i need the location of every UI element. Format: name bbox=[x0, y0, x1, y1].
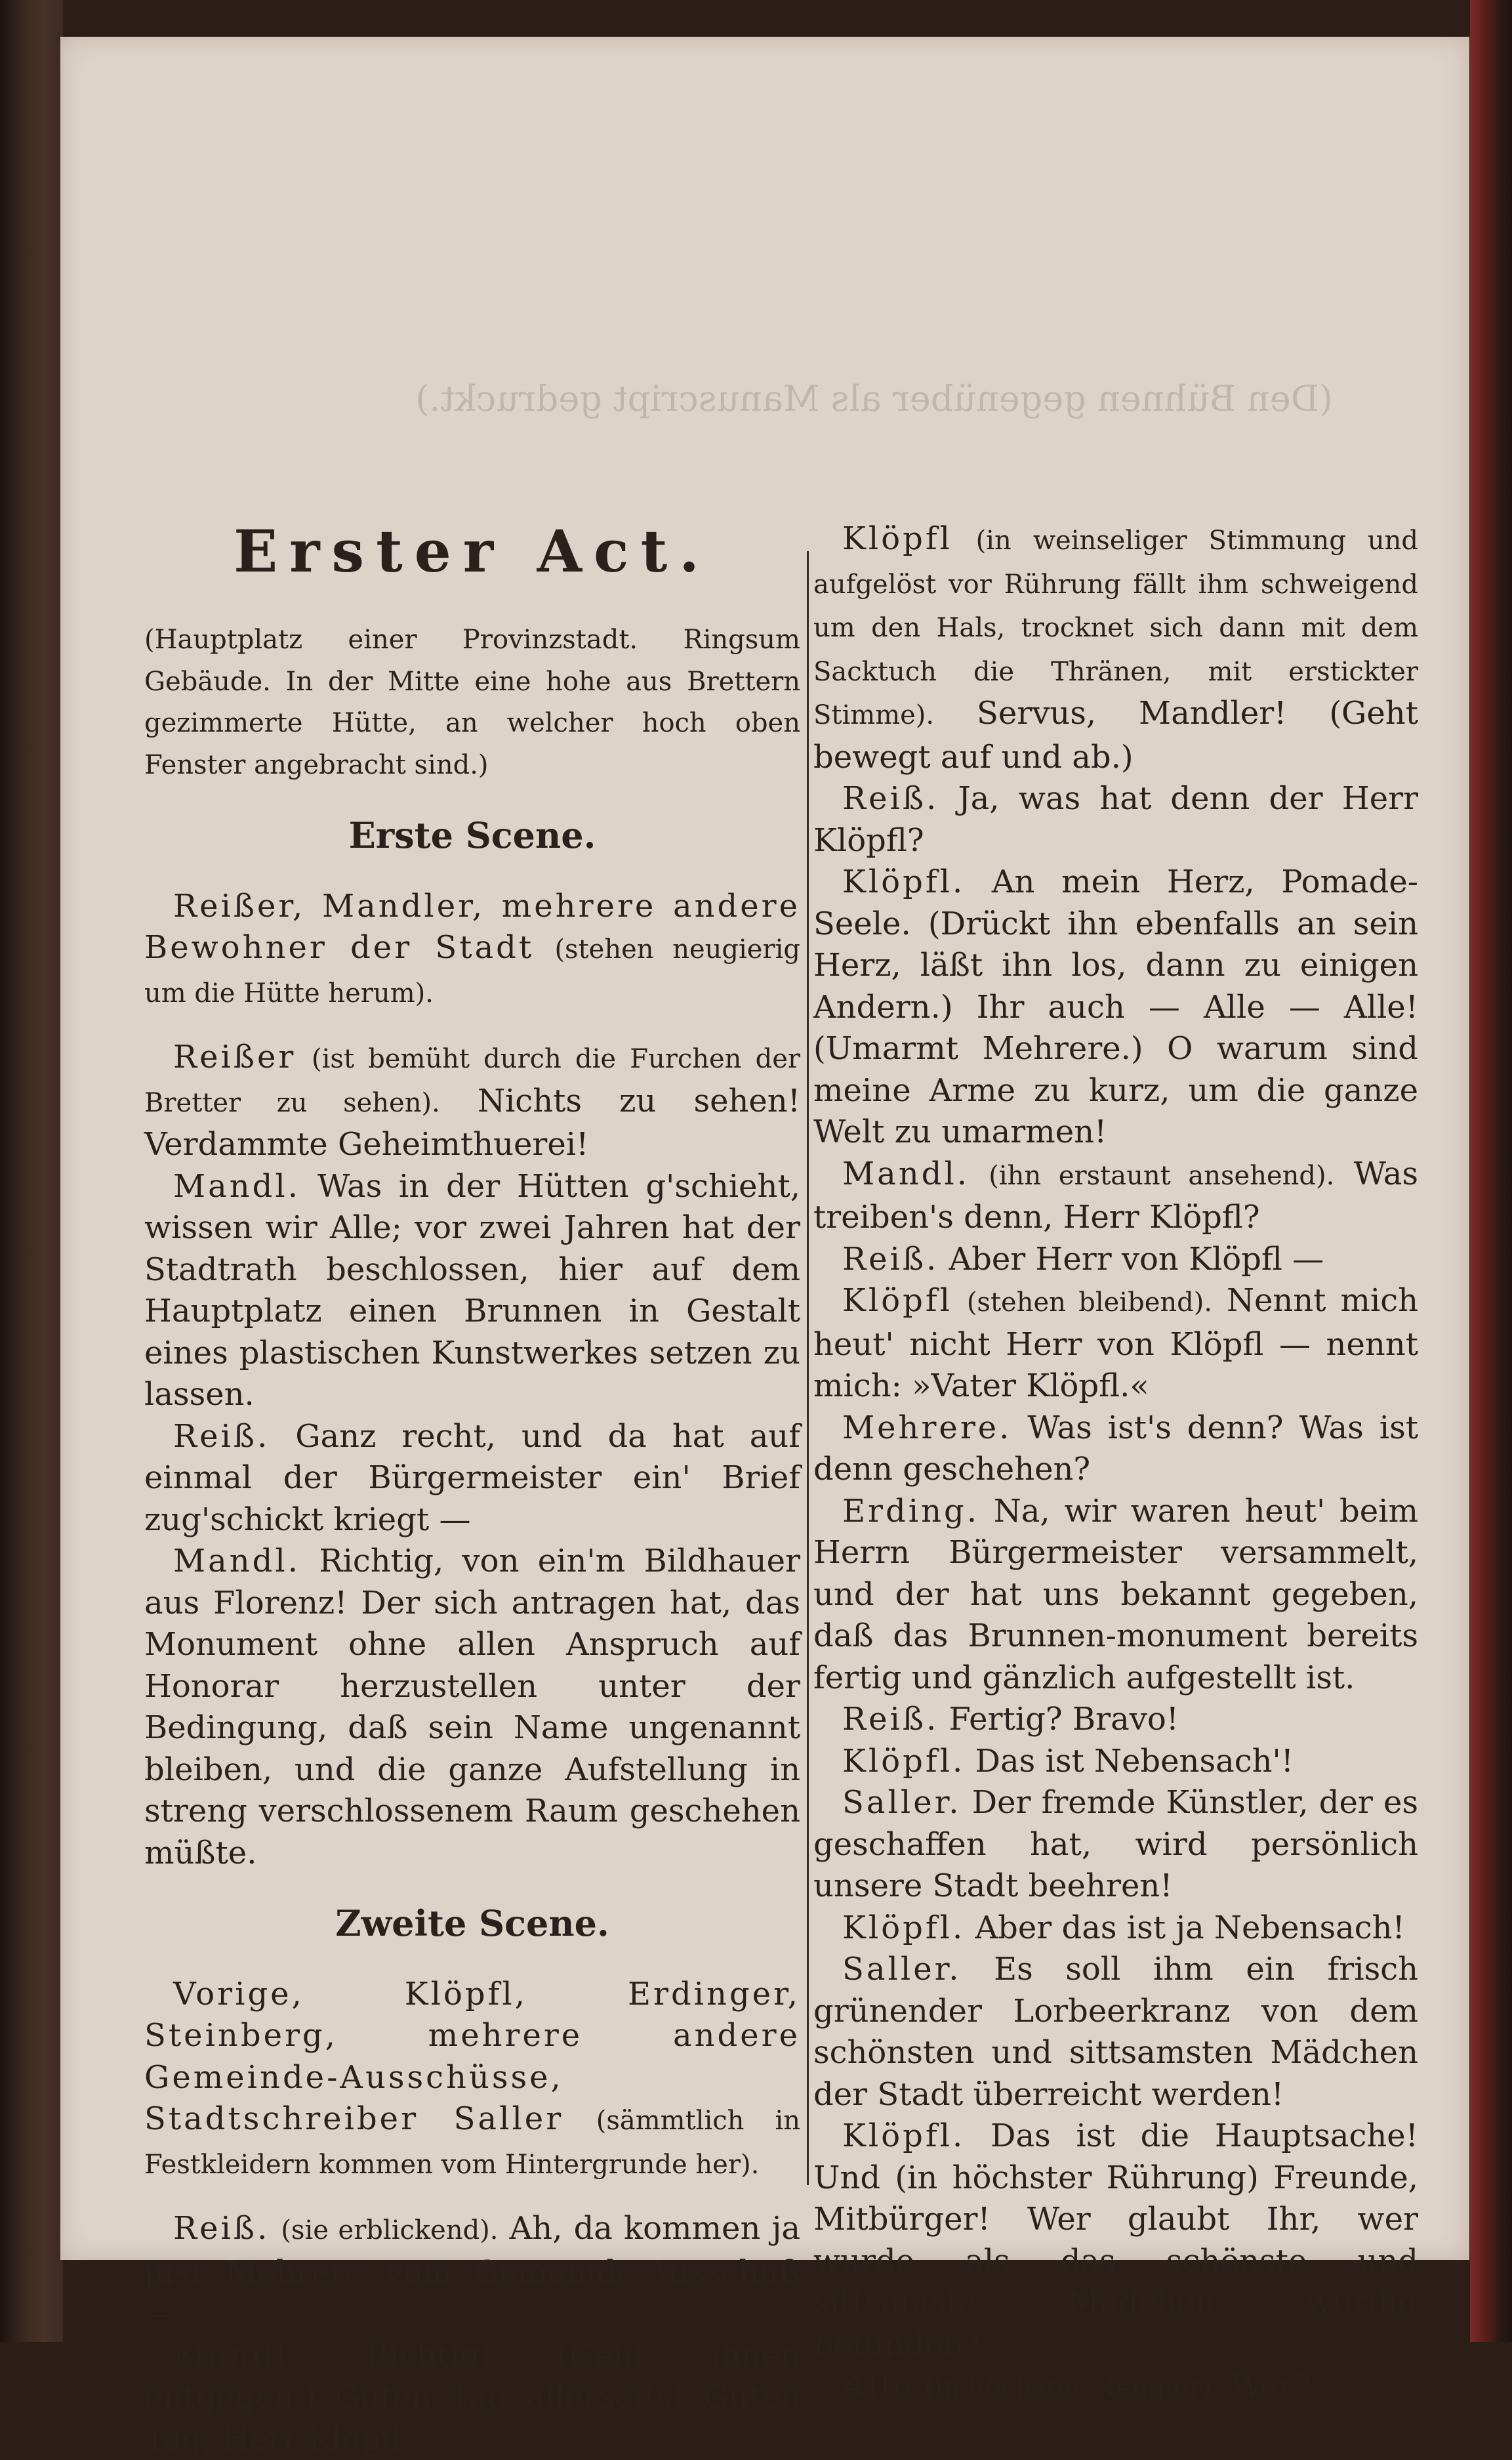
scene-title: Zweite Scene. bbox=[144, 1903, 800, 1945]
dialogue-text: Was in der Hütten g'schieht, wissen wir Alle; vor zwei Jahren hat der Stadtrath beschlossen, hier auf dem Hauptplatz einen Brunnen in Gestalt eines plastischen Kunstwerkes setzen zu lassen. bbox=[144, 1168, 800, 1413]
dialogue-line bbox=[144, 1166, 800, 1416]
speaker-name: Reiß. bbox=[173, 2210, 270, 2247]
dialogue-text: Das ist Nebensach'! bbox=[975, 1743, 1294, 1780]
speaker-name: Klöpfl bbox=[842, 1282, 952, 1319]
dialogue-line bbox=[813, 1280, 1418, 1407]
cast-list bbox=[144, 886, 800, 1015]
dialogue-text: Was ist's denn? Was ist denn geschehen? bbox=[813, 1409, 1418, 1488]
dialogue-line bbox=[144, 2208, 800, 2335]
column-divider bbox=[807, 551, 809, 2185]
setting-description: (Hauptplatz einer Provinzstadt. Ringsum Gebäude. In der Mitte eine hohe aus Brettern gezimmerte Hütte, an welcher hoch oben Fenster angebracht sind.) bbox=[144, 619, 800, 786]
dialogue-line bbox=[144, 1037, 800, 1166]
dialogue-line bbox=[813, 1491, 1418, 1699]
dialogue-text: Nennt mich heut' nicht Herr von Klöpfl — nennt mich: »Vater Klöpfl.« bbox=[813, 1282, 1418, 1404]
cast-names: Reißer, Mandler, mehrere andere Bewohner der Stadt bbox=[144, 888, 800, 967]
dialogue-text: Richtig! (Geht ihnen entgegen.) Guten Tag allerseits! Guten Tag, Herr Klöpfl. bbox=[144, 2337, 800, 2457]
stage-direction: (sämmtlich in Festkleidern kommen vom Hintergrunde her). bbox=[144, 2106, 800, 2180]
dialogue-line bbox=[813, 1699, 1418, 1741]
speaker-name: Mandl. bbox=[173, 2337, 300, 2374]
stage-direction: (sie erblickend). bbox=[281, 2215, 498, 2245]
dialogue-text: Wer? bbox=[1230, 2367, 1311, 2404]
dialogue-line bbox=[813, 1949, 1418, 2116]
dialogue-text: Fertig? Bravo! bbox=[949, 1701, 1179, 1738]
speaker-name: Saller. bbox=[842, 1951, 962, 1988]
dialogue-text: Es soll ihm ein frisch grünender Lorbeerkranz von dem schönsten und sittsamsten Mädchen der Stadt überreicht werden! bbox=[813, 1951, 1418, 2113]
dialogue-line bbox=[813, 862, 1418, 1154]
dialogue-text: Was treiben's denn, Herr Klöpfl? bbox=[813, 1156, 1418, 1236]
bleed-through-text: (Den Bühnen gegenüber als Manuscript gedruckt.) bbox=[349, 378, 1333, 419]
speaker-name: Saller. bbox=[842, 1784, 962, 1821]
dialogue-line bbox=[813, 518, 1418, 778]
dialogue-text: Aber Herr von Klöpfl — bbox=[949, 1241, 1324, 1278]
cast-names: Vorige, Klöpfl, Erdinger, Steinberg, mehrere andere Gemeinde-Ausschüsse, Stadtschreiber Saller bbox=[144, 1976, 800, 2138]
dialogue-text: Ganz recht, und da hat auf einmal der Bürgermeister ein' Brief zug'schickt kriegt — bbox=[144, 1418, 800, 1538]
speaker-name: Reiß. bbox=[842, 1241, 939, 1278]
dialogue-text: Das ist die Hauptsache! Und (in höchster Rührung) Freunde, Mitbürger! Wer glaubt Ihr, wer wurde als das schönste und sittsamste Mädchen würdig befunden? bbox=[813, 2117, 1418, 2363]
dialogue-text: Ja, was hat denn der Herr Klöpfl? bbox=[813, 780, 1418, 859]
speaker-name: Klöpfl. bbox=[842, 2117, 965, 2154]
stage-direction: (ist bemüht durch die Furchen der Bretter zu sehen). bbox=[144, 1044, 800, 1118]
dialogue-line bbox=[813, 2116, 1418, 2366]
speaker-name: Reiß. bbox=[842, 780, 939, 817]
speaker-name: Mandl. bbox=[173, 1543, 300, 1579]
speaker-name: Mehrere. bbox=[842, 1409, 1011, 1446]
speaker-name: Reiß. bbox=[842, 1701, 939, 1738]
dialogue-line bbox=[144, 1416, 800, 1541]
dialogue-text: Na, wir waren heut' beim Herrn Bürgermeister versammelt, und der hat uns bekannt gegeben, daß das Brunnen-monument bereits fertig und gänzlich aufgestellt ist. bbox=[813, 1493, 1418, 1696]
stage-direction: (in höchster Neugier). bbox=[924, 2373, 1220, 2403]
dialogue-text: Richtig, von ein'm Bildhauer aus Florenz! Der sich antragen hat, das Monument ohne allen Anspruch auf Honorar herzustellen unter der Bedingung, daß sein Name ungenannt bleiben, und die ganze Aufstellung in streng verschlossenem Raum geschehen müßte. bbox=[144, 1543, 800, 1871]
dialogue-text: Aber das ist ja Nebensach! bbox=[975, 1909, 1404, 1946]
cast-list bbox=[144, 1974, 800, 2186]
speaker-name: Mandl. bbox=[842, 1156, 970, 1192]
dialogue-line bbox=[813, 1239, 1418, 1281]
stage-direction: (in weinseliger Stimmung und aufgelöst vor Rührung fällt ihm schweigend um den Hals, trocknet sich dann mit dem Sacktuch die Thränen, mit erstickter Stimme). bbox=[813, 526, 1418, 730]
right-column bbox=[813, 518, 1418, 2409]
speaker-name: Erding. bbox=[842, 1493, 979, 1530]
speaker-name: Reiß. bbox=[173, 1418, 270, 1455]
dialogue-line bbox=[144, 2335, 800, 2460]
speaker-name: Mandl. bbox=[173, 1168, 300, 1205]
speaker-name: Klöpfl. bbox=[842, 864, 965, 900]
speaker-name: Klöpfl bbox=[842, 520, 952, 557]
stage-direction: (stehen neugierig um die Hütte herum). bbox=[144, 934, 800, 1009]
dialogue-text: Nichts zu sehen! Verdammte Geheimthuerei! bbox=[144, 1083, 800, 1163]
stage-direction: (ihn erstaunt ansehend). bbox=[989, 1161, 1334, 1191]
dialogue-text: Servus, Mandler! (Geht bewegt auf und ab.) bbox=[813, 695, 1418, 776]
speaker-name: Klöpfl. bbox=[842, 1743, 965, 1780]
dialogue-line bbox=[813, 1782, 1418, 1908]
dialogue-line bbox=[813, 1154, 1418, 1239]
scene-title: Erste Scene. bbox=[144, 815, 800, 857]
dialogue-line bbox=[144, 1541, 800, 1874]
dialogue-text: Der fremde Künstler, der es geschaffen hat, wird persönlich unsere Stadt beehren! bbox=[813, 1784, 1418, 1904]
dialogue-text: An mein Herz, Pomade-Seele. (Drückt ihn ebenfalls an sein Herz, läßt ihn los, dann zu einigen Andern.) Ihr auch — Alle — Alle! (Umarmt Mehrere.) O warum sind meine Arme zu kurz, um die ganze Welt zu umarmen! bbox=[813, 864, 1418, 1150]
speaker-name: Reißer bbox=[173, 1039, 296, 1075]
dialogue-line bbox=[813, 1407, 1418, 1491]
left-column bbox=[144, 518, 800, 2460]
dialogue-line bbox=[813, 1908, 1418, 1949]
book-binding-right bbox=[1470, 0, 1512, 2342]
dialogue-line bbox=[813, 1741, 1418, 1783]
dialogue-line bbox=[813, 2366, 1418, 2409]
act-title: Erster Act. bbox=[144, 518, 800, 584]
stage-direction: (stehen bleibend). bbox=[967, 1287, 1212, 1318]
dialogue-line bbox=[813, 778, 1418, 862]
speaker-name: Klöpfl. bbox=[842, 1909, 965, 1946]
dialogue-text: Ah, da kommen ja just Mehrere vom Gemeinde-Ausschuß — bbox=[144, 2210, 800, 2332]
book-binding-left bbox=[0, 0, 63, 2342]
speaker-name: Alle bbox=[842, 2367, 914, 2404]
